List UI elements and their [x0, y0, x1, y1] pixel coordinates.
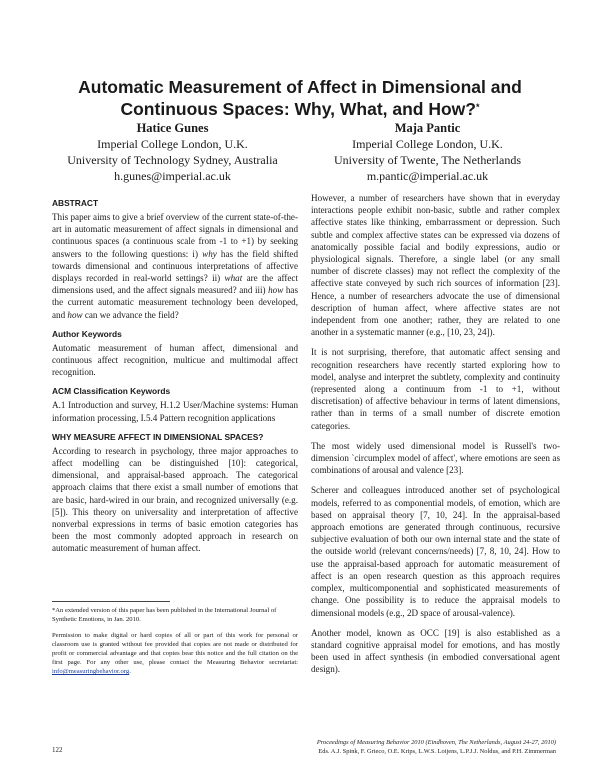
author-affiliation: University of Twente, The Netherlands [333, 153, 521, 167]
body-paragraph: Scherer and colleagues introduced another set of psychological models, referred to as componential models, of emotion, which are based on appraisal theory [7, 10, 24]. In the appraisal-based approach emotions are generated through continuous, recursive subjective evaluation of both our own internal state and the state of the outside world (relevant concerns/needs) [7, 8, 10, 24]. How to use the appraisal-based approach for automatic measurement of affect is an open research question as this approach requires complex, multicomponential and sophisticated measurements of change. One possibility is to reduce the appraisal models to dimensional models (e.g., 2D space of arousal-valence). [311, 485, 560, 618]
proceedings-citation: Proceedings of Measuring Behavior 2010 (Eindhoven, The Netherlands, August 24-27, 2010) [316, 739, 556, 746]
paper-title [40, 76, 560, 120]
keywords-text: Automatic measurement of human affect, dimensional and continuous affect recognition, multicue and multimodal affect recognition. [52, 342, 298, 378]
acm-text: A.1 Introduction and survey, H.1.2 User/Machine systems: Human information processing, I.5.4 Pattern recognition applications [52, 400, 298, 423]
section-heading-why: WHY MEASURE AFFECT IN DIMENSIONAL SPACES? [52, 431, 264, 442]
author-block-gunes [50, 120, 295, 184]
footnote: *An extended version of this paper has been published in the International Journal of Synthetic Emotions, in Jan. 2010. [52, 607, 277, 623]
footnote-divider [52, 601, 170, 602]
right-column [311, 192, 560, 684]
proceedings-footer [290, 739, 556, 756]
body-paragraph: The most widely used dimensional model is Russell's two-dimension `circumplex model of affect', where emotions are seen as combinations of arousal and valence [23]. [311, 440, 560, 476]
title-line-1: Automatic Measurement of Affect in Dimensional and [78, 77, 522, 97]
title-line-2: Continuous Spaces: Why, What, and How? [120, 99, 476, 119]
body-paragraph: It is not surprising, therefore, that automatic affect sensing and recognition researchers have recently started exploring how to model, analyse and interpret the subtlety, complexity and continuity (represented along a continuum from -1 to +1, without discretisation) of affective behaviour in terms of latent dimensions, rather than in terms of a small number of discrete emotion categories. [311, 347, 560, 431]
keywords-heading: Author Keywords [52, 328, 122, 339]
secretariat-email-link[interactable]: info@measuringbehavior.org [52, 668, 130, 675]
abstract-text: This paper aims to give a brief overview of the current state-of-the-art in automatic measurement of affect signals in dimensional and continuous spaces (a continuous scale from -1 to +1) by seeking answers to the following questions: i) why has the field shifted towards dimensional and continuous interpretations of affective displays recorded in real-world settings? ii) what are the affect dimensions used, and the affect signals measured? and iii) how has the current automatic measurement technology been developed, and how can we advance the field? [52, 212, 298, 320]
body-paragraph: However, a number of researchers have shown that in everyday interactions people exhibit non-basic, subtle and rather complex affective states like thinking, embarrassment or depression. Such subtle and complex affective states can be expressed via dozens of anatomically possible facial and bodily expressions, audio or physiological signals. Therefore, a single label (or any small number of discrete classes) may not reflect the complexity of the affective state conveyed by such rich sources of information [23]. Hence, a number of researchers advocate the use of dimensional description of human affect, where affective states are not independent from one another; rather, they are related to one another in a systematic manner (e.g., [10, 23, 24]). [311, 193, 560, 338]
title-footnote-marker: * [476, 102, 480, 112]
author-affiliation: Imperial College London, U.K. [352, 137, 503, 151]
author-affiliation: Imperial College London, U.K. [97, 137, 248, 151]
proceedings-editors: Eds. A.J. Spink, F. Grieco, O.E. Krips, L.W.S. Loijens, L.P.J.J. Noldus, and P.H. Zimmerman [318, 747, 556, 755]
permission-notice: Permission to make digital or hard copies of all or part of this work for personal or classroom use is granted without fee provided that copies are not made or distributed for profit or commercial advantage and that copies bear this notice and the full citation on the first page. For any other use, please contact the Measuring Behavior secretariat: info@measuringbehavior.org. [52, 632, 298, 675]
section-text-why: According to research in psychology, three major approaches to affect modelling can be distinguished [10]: categorical, dimensional, and appraisal-based approach. The categorical approach claims that there exist a small number of emotions that are basic, hard-wired in our brain, and recognized universally (e.g. [5]). This theory on universality and interpretation of affective nonverbal expressions in terms of basic emotion categories has been the most commonly adopted approach in research on automatic measurement of human affect. [52, 445, 298, 554]
abstract-heading: ABSTRACT [52, 198, 99, 208]
author-name: Maja Pantic [394, 121, 461, 135]
acm-heading: ACM Classification Keywords [52, 386, 171, 397]
author-email: h.gunes@imperial.ac.uk [114, 169, 231, 183]
page-number: 122 [52, 746, 63, 754]
author-email: m.pantic@imperial.ac.uk [366, 169, 489, 183]
author-block-pantic [305, 120, 550, 184]
author-name: Hatice Gunes [136, 121, 209, 135]
author-affiliation: University of Technology Sydney, Australia [67, 153, 278, 167]
body-paragraph: Another model, known as OCC [19] is also established as a standard cognitive appraisal model for emotions, and has mostly been used in affect synthesis (in embodied conversational agent design). [311, 627, 560, 675]
left-column [52, 198, 298, 563]
